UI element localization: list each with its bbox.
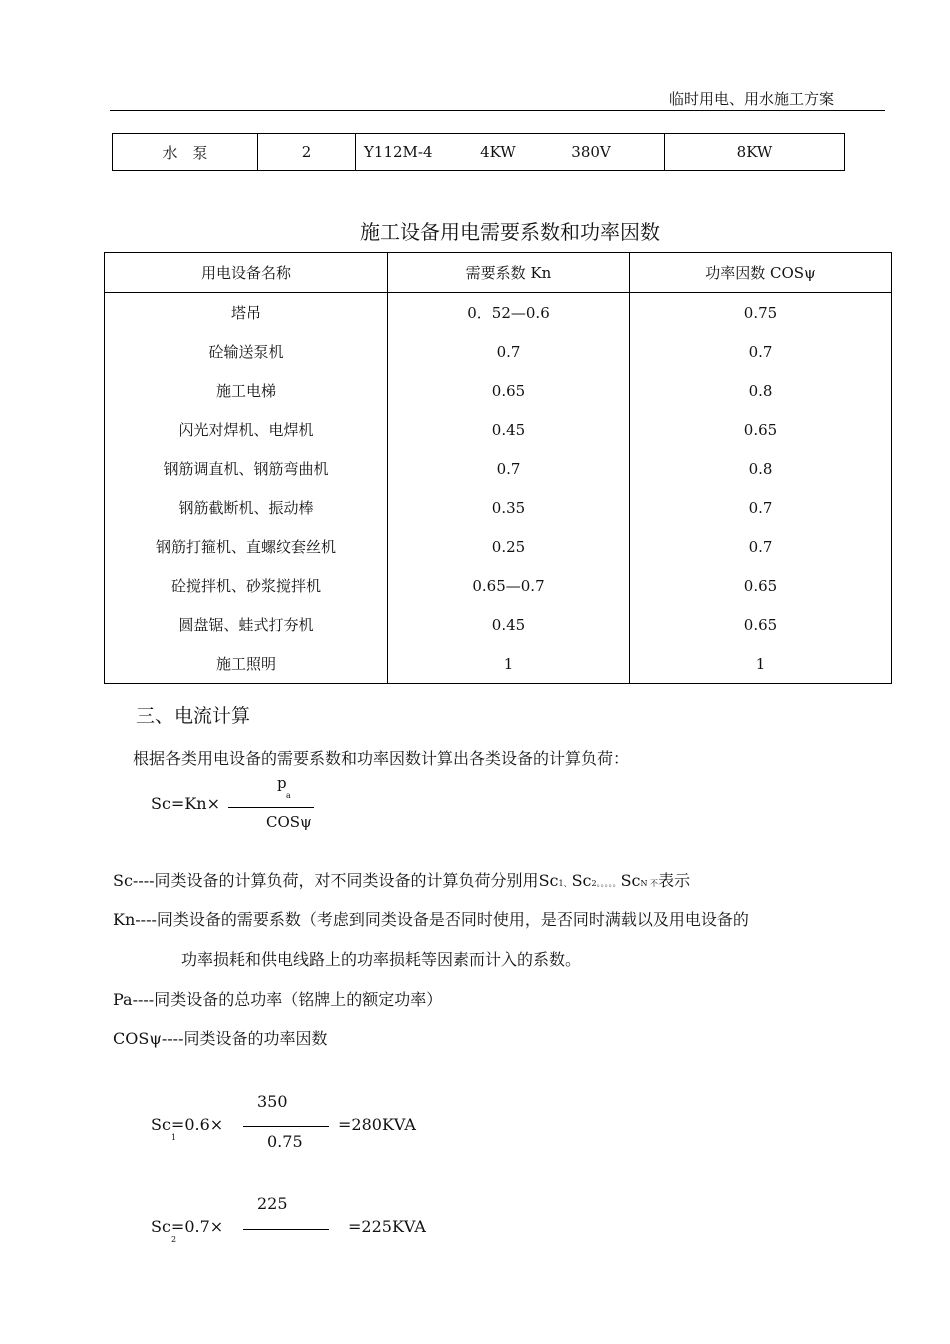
cell-kn: 0.45 — [388, 605, 630, 644]
cell-kn: 0.35 — [388, 488, 630, 527]
coef-table-title: 施工设备用电需要系数和功率因数 — [360, 220, 660, 244]
calc2-sc: Sc — [151, 1217, 171, 1236]
cell-cos: 0.7 — [630, 527, 892, 566]
pump-voltage: 380V — [571, 143, 611, 161]
cell-kn: 0.25 — [388, 527, 630, 566]
pump-table — [112, 133, 845, 171]
table-row — [105, 644, 892, 684]
calc2-numerator: 225 — [257, 1194, 288, 1213]
cell-name: 砼输送泵机 — [105, 332, 388, 371]
cell-cos: 0.75 — [630, 293, 892, 333]
formula-numerator — [277, 774, 287, 792]
def-sc-end: 表示 — [658, 871, 691, 890]
coef-table — [104, 252, 892, 684]
cell-name: 施工照明 — [105, 644, 388, 684]
calc2-subscript: 2 — [171, 1235, 177, 1244]
cell-cos: 0.65 — [630, 410, 892, 449]
cell-name: 闪光对焊机、电焊机 — [105, 410, 388, 449]
def-sc-2: Sc — [571, 871, 592, 890]
table-row — [105, 449, 892, 488]
section-heading: 三、电流计算 — [136, 705, 251, 727]
def-sc-n-sub: N 不 — [640, 879, 659, 888]
cell-name: 钢筋截断机、振动棒 — [105, 488, 388, 527]
table-row — [105, 293, 892, 333]
calc1-denominator: 0.75 — [267, 1132, 303, 1151]
def-sc-n: Sc — [620, 871, 641, 890]
page-header-title: 临时用电、用水施工方案 — [668, 90, 834, 108]
pump-model: Y112M-4 — [364, 143, 433, 161]
cell-kn: 1 — [388, 644, 630, 684]
calc1-mid: =0.6× — [170, 1115, 224, 1134]
cell-name: 钢筋打箍机、直螺纹套丝机 — [105, 527, 388, 566]
table-row — [113, 134, 845, 171]
cell-name: 施工电梯 — [105, 371, 388, 410]
def-sc-1: Sc — [538, 871, 559, 890]
intro-paragraph: 根据各类用电设备的需要系数和功率因数计算出各类设备的计算负荷： — [133, 749, 630, 768]
cell-name: 钢筋调直机、钢筋弯曲机 — [105, 449, 388, 488]
calc2-result: =225KVA — [348, 1217, 426, 1236]
table-row — [105, 371, 892, 410]
table-row — [105, 605, 892, 644]
calc1-lhs — [151, 1115, 223, 1134]
cell-kn: 0.7 — [388, 332, 630, 371]
table-header-row — [105, 253, 892, 293]
formula-lhs: Sc=Kn× — [151, 794, 220, 813]
def-sc-text: Sc----同类设备的计算负荷，对不同类设备的计算负荷分别用 — [113, 871, 539, 890]
col-header-kn: 需要系数 Kn — [388, 253, 630, 293]
cell-cos: 1 — [630, 644, 892, 684]
formula-fraction-line — [228, 807, 314, 808]
table-row — [105, 566, 892, 605]
pump-name-cell: 水 泵 — [113, 134, 258, 171]
cell-cos: 0.8 — [630, 449, 892, 488]
cell-cos: 0.65 — [630, 605, 892, 644]
def-kn-line1: Kn----同类设备的需要系数（考虑到同类设备是否同时使用，是否同时满载以及用电设备的 — [113, 910, 749, 929]
header-rule — [110, 110, 885, 111]
col-header-name: 用电设备名称 — [105, 253, 388, 293]
formula-num-p: p — [277, 774, 287, 792]
calc1-fraction-line — [243, 1126, 329, 1127]
cell-name: 塔吊 — [105, 293, 388, 333]
cell-name: 圆盘锯、蛙式打夯机 — [105, 605, 388, 644]
def-sc-line — [113, 868, 690, 891]
col-header-cos: 功率因数 COSψ — [630, 253, 892, 293]
table-row — [105, 332, 892, 371]
calc2-mid: =0.7× — [170, 1217, 224, 1236]
cell-kn: 0.45 — [388, 410, 630, 449]
pump-total-cell: 8KW — [665, 134, 845, 171]
def-sc-1-sub: 1、 — [558, 879, 572, 888]
table-row — [105, 410, 892, 449]
table-row — [105, 527, 892, 566]
calc1-subscript: 1 — [171, 1133, 177, 1142]
def-kn-line2: 功率损耗和供电线路上的功率损耗等因素而计入的系数。 — [181, 950, 582, 969]
cell-cos: 0.7 — [630, 488, 892, 527]
cell-kn: 0.65 — [388, 371, 630, 410]
calc1-numerator: 350 — [257, 1092, 288, 1111]
calc1-result: =280KVA — [338, 1115, 416, 1134]
pump-qty-cell: 2 — [258, 134, 356, 171]
cell-kn: 0．52—0.6 — [388, 293, 630, 333]
def-pa-line: Pa----同类设备的总功率（铭牌上的额定功率） — [113, 990, 443, 1009]
cell-kn: 0.65—0.7 — [388, 566, 630, 605]
cell-cos: 0.65 — [630, 566, 892, 605]
cell-cos: 0.7 — [630, 332, 892, 371]
pump-spec-cell — [356, 134, 665, 171]
table-row — [105, 488, 892, 527]
calc2-lhs — [151, 1217, 223, 1236]
formula-num-subscript: a — [286, 791, 291, 800]
def-sc-2-sub: 2。。。。。 — [591, 879, 621, 888]
calc1-sc: Sc — [151, 1115, 171, 1134]
def-cos-line: COSψ----同类设备的功率因数 — [113, 1029, 328, 1048]
cell-kn: 0.7 — [388, 449, 630, 488]
cell-cos: 0.8 — [630, 371, 892, 410]
calc2-fraction-line — [243, 1229, 329, 1230]
pump-power: 4KW — [480, 143, 516, 161]
formula-denominator: COSψ — [266, 813, 312, 831]
cell-name: 砼搅拌机、砂浆搅拌机 — [105, 566, 388, 605]
